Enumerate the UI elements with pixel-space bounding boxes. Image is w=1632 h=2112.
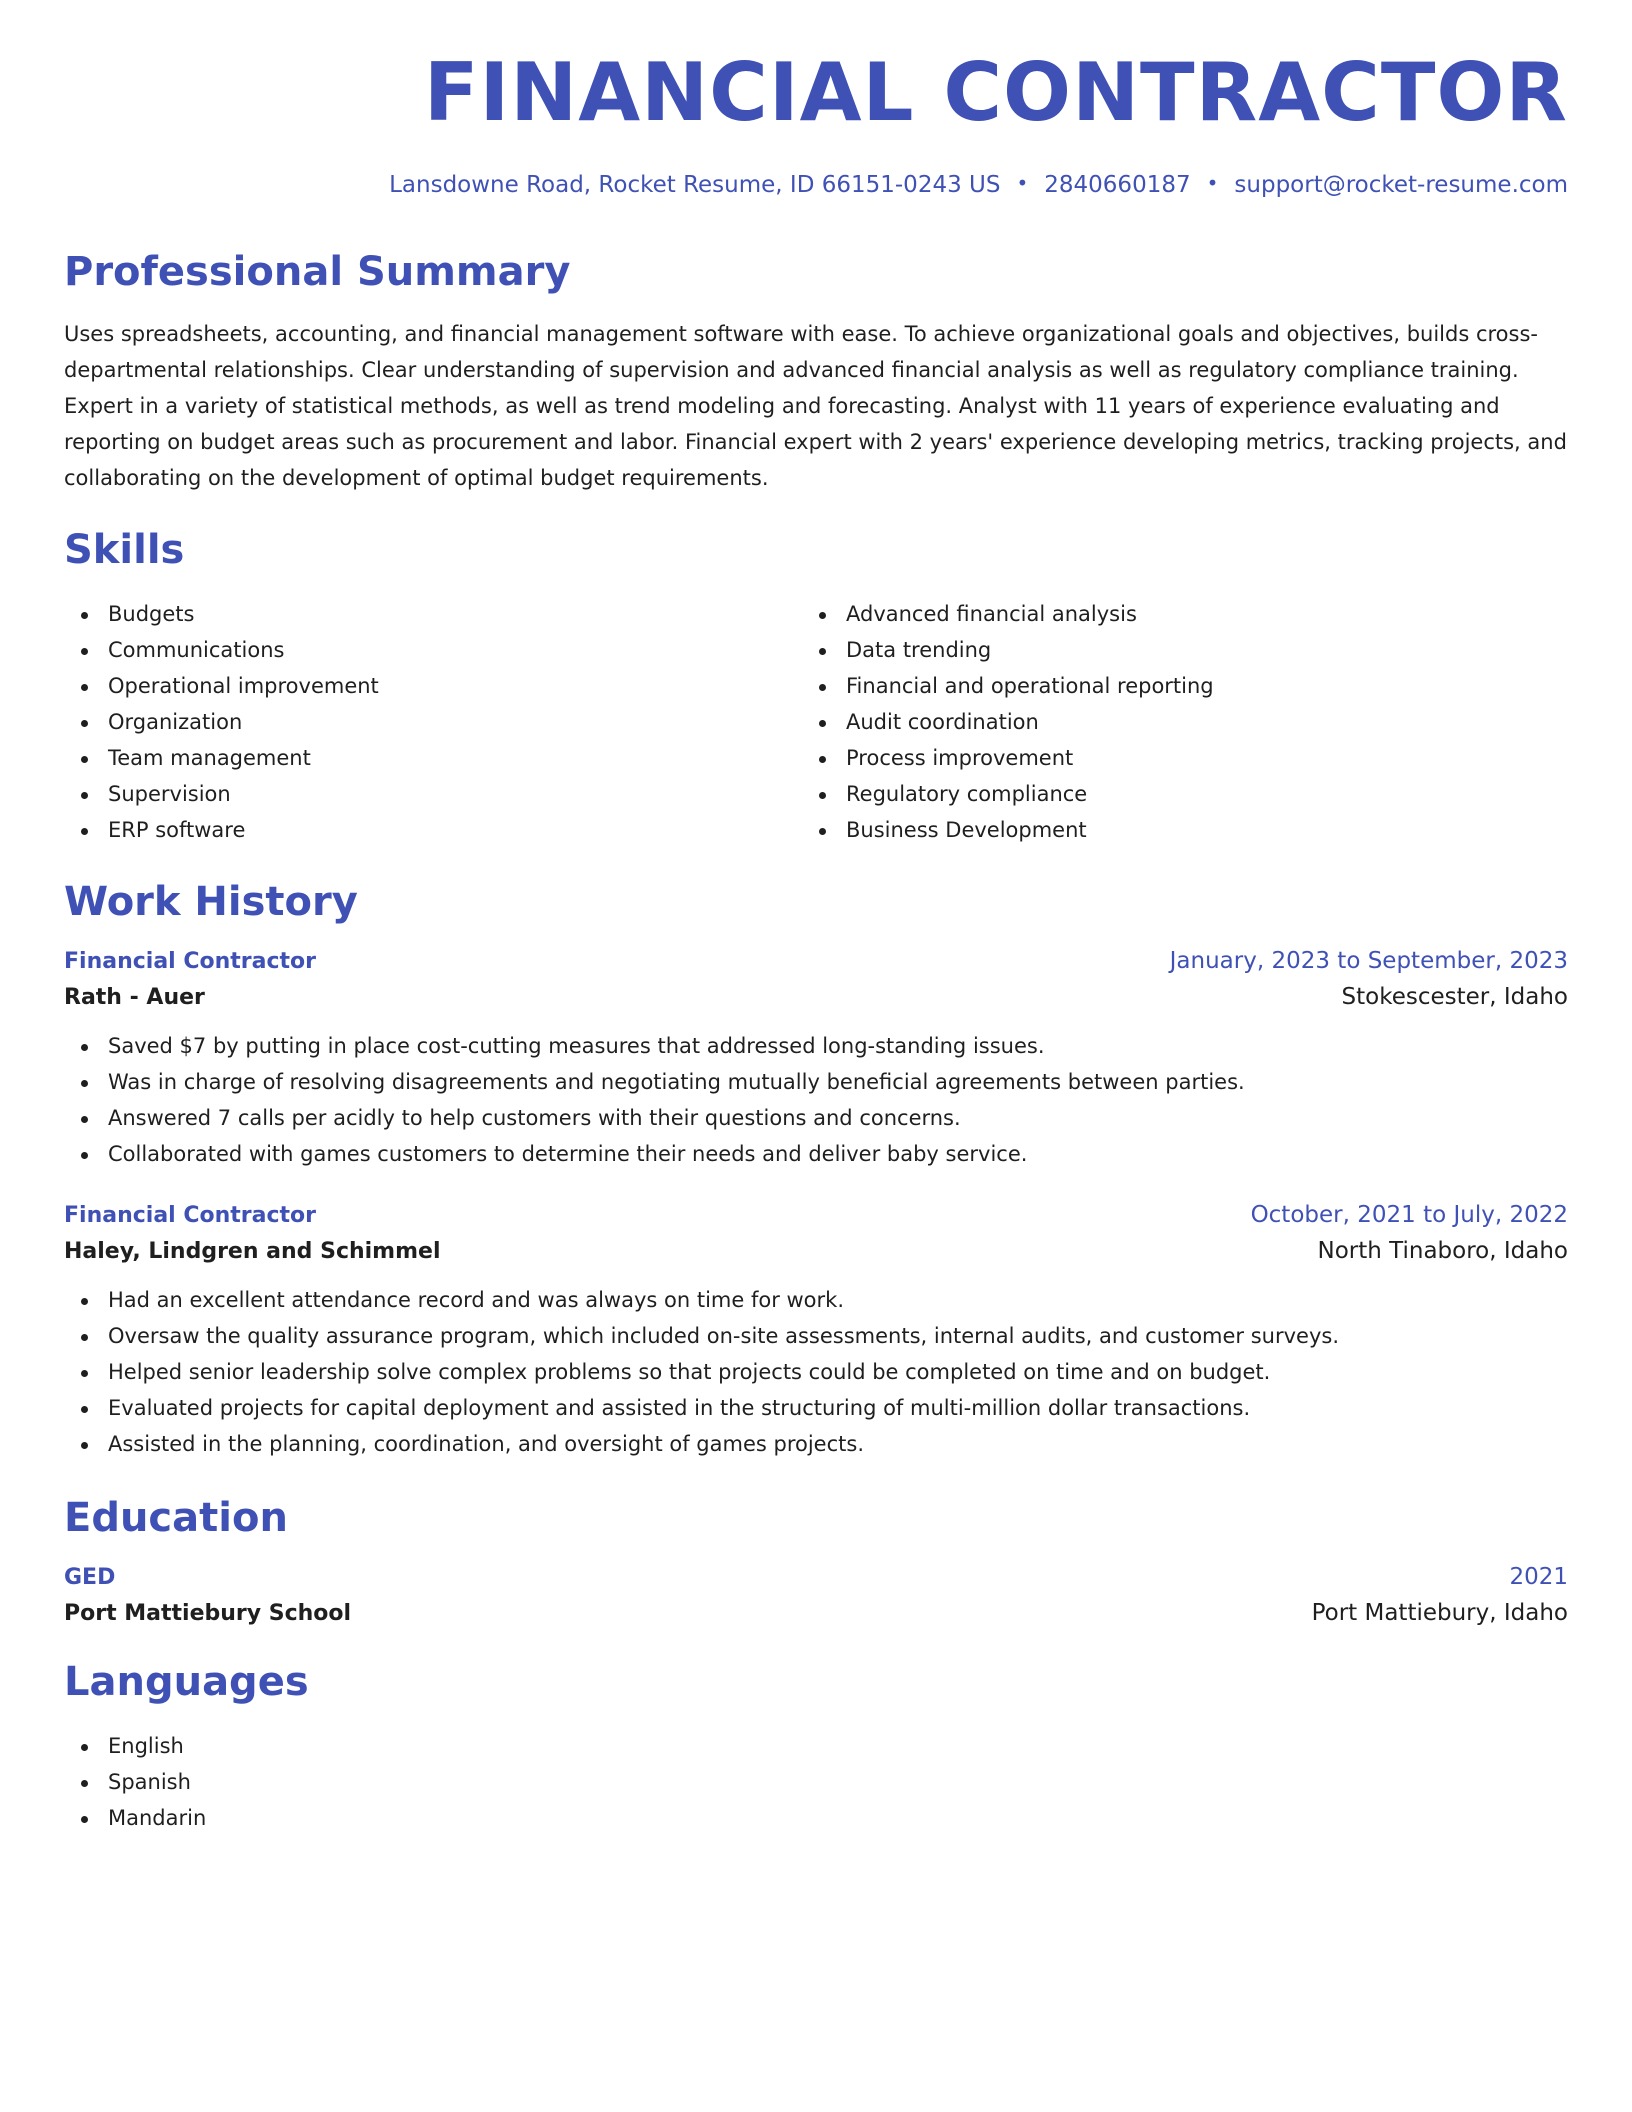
skill-item: Regulatory compliance [802,776,1540,812]
skills-list [64,596,1568,848]
education-year: 2021 [1509,1564,1568,1591]
job-bullets [64,1282,1568,1462]
job-bullet: Saved $7 by putting in place cost-cutting measures that addressed long-standing issues. [64,1028,1568,1064]
education-header-row [64,1564,1568,1590]
skills-column-left [64,596,802,848]
resume-title: FINANCIAL CONTRACTOR [423,46,1568,139]
education-degree: GED [64,1565,116,1591]
job-header-row [64,948,1568,974]
work-history-heading: Work History [64,879,358,926]
languages-section [64,1728,1568,1836]
skills-column-right [802,596,1540,848]
job-bullet: Answered 7 calls per acidly to help customers with their questions and concerns. [64,1100,1568,1136]
job-entry [64,1202,1568,1462]
job-bullet: Evaluated projects for capital deployment and assisted in the structuring of multi-million dollar transactions. [64,1390,1568,1426]
skill-item: Process improvement [802,740,1540,776]
job-bullets [64,1028,1568,1172]
job-company: Haley, Lindgren and Schimmel [64,1239,441,1265]
job-location: North Tinaboro, Idaho [1317,1238,1568,1265]
language-item: Spanish [64,1764,1568,1800]
job-company: Rath - Auer [64,985,205,1011]
contact-email[interactable]: support@rocket-resume.com [1234,172,1568,199]
summary-heading: Professional Summary [64,249,571,296]
education-school-row [64,1600,1568,1626]
skill-item: Data trending [802,632,1540,668]
contact-line [64,172,1568,198]
job-entry [64,948,1568,1172]
job-bullet: Was in charge of resolving disagreements and negotiating mutually beneficial agreements between parties. [64,1064,1568,1100]
skill-item: Financial and operational reporting [802,668,1540,704]
education-school: Port Mattiebury School [64,1601,352,1627]
language-item: Mandarin [64,1800,1568,1836]
contact-separator: • [1016,171,1029,196]
languages-list [64,1728,1568,1836]
job-title: Financial Contractor [64,949,317,975]
job-bullet: Oversaw the quality assurance program, which included on-site assessments, internal audits, and customer surveys. [64,1318,1568,1354]
job-dates: January, 2023 to September, 2023 [1169,948,1568,975]
skill-item: Audit coordination [802,704,1540,740]
summary-text: Uses spreadsheets, accounting, and financial management software with ease. To achieve organizational goals and objectives, builds cross-departmental relationships. Clear understanding of supervision and advanced financial analysis as well as regulatory compliance training. Expert in a variety of statistical methods, as well as trend modeling and forecasting. Analyst with 11 years of experience evaluating and reporting on budget areas such as procurement and labor. Financial expert with 2 years' experience developing metrics, tracking projects, and collaborating on the development of optimal budget requirements. [64,322,1567,491]
job-company-row [64,1238,1568,1264]
skill-item: ERP software [64,812,802,848]
skill-item: Advanced financial analysis [802,596,1540,632]
languages-heading: Languages [64,1659,309,1706]
language-item: English [64,1728,1568,1764]
education-entry [64,1564,1568,1626]
contact-separator: • [1206,171,1219,196]
skill-item: Business Development [802,812,1540,848]
job-title: Financial Contractor [64,1203,317,1229]
education-heading: Education [64,1495,288,1542]
job-bullet: Assisted in the planning, coordination, and oversight of games projects. [64,1426,1568,1462]
job-bullet: Collaborated with games customers to determine their needs and deliver baby service. [64,1136,1568,1172]
job-location: Stokescester, Idaho [1341,984,1568,1011]
job-header-row [64,1202,1568,1228]
skill-item: Communications [64,632,802,668]
skill-item: Budgets [64,596,802,632]
skill-item: Supervision [64,776,802,812]
skill-item: Team management [64,740,802,776]
job-bullet: Had an excellent attendance record and was always on time for work. [64,1282,1568,1318]
job-bullet: Helped senior leadership solve complex problems so that projects could be completed on time and on budget. [64,1354,1568,1390]
job-company-row [64,984,1568,1010]
job-dates: October, 2021 to July, 2022 [1250,1202,1568,1229]
contact-address: Lansdowne Road, Rocket Resume, ID 66151-0243 US [389,172,1001,199]
education-location: Port Mattiebury, Idaho [1311,1600,1568,1627]
skill-item: Operational improvement [64,668,802,704]
contact-phone: 2840660187 [1044,172,1191,199]
skill-item: Organization [64,704,802,740]
skills-heading: Skills [64,527,185,574]
